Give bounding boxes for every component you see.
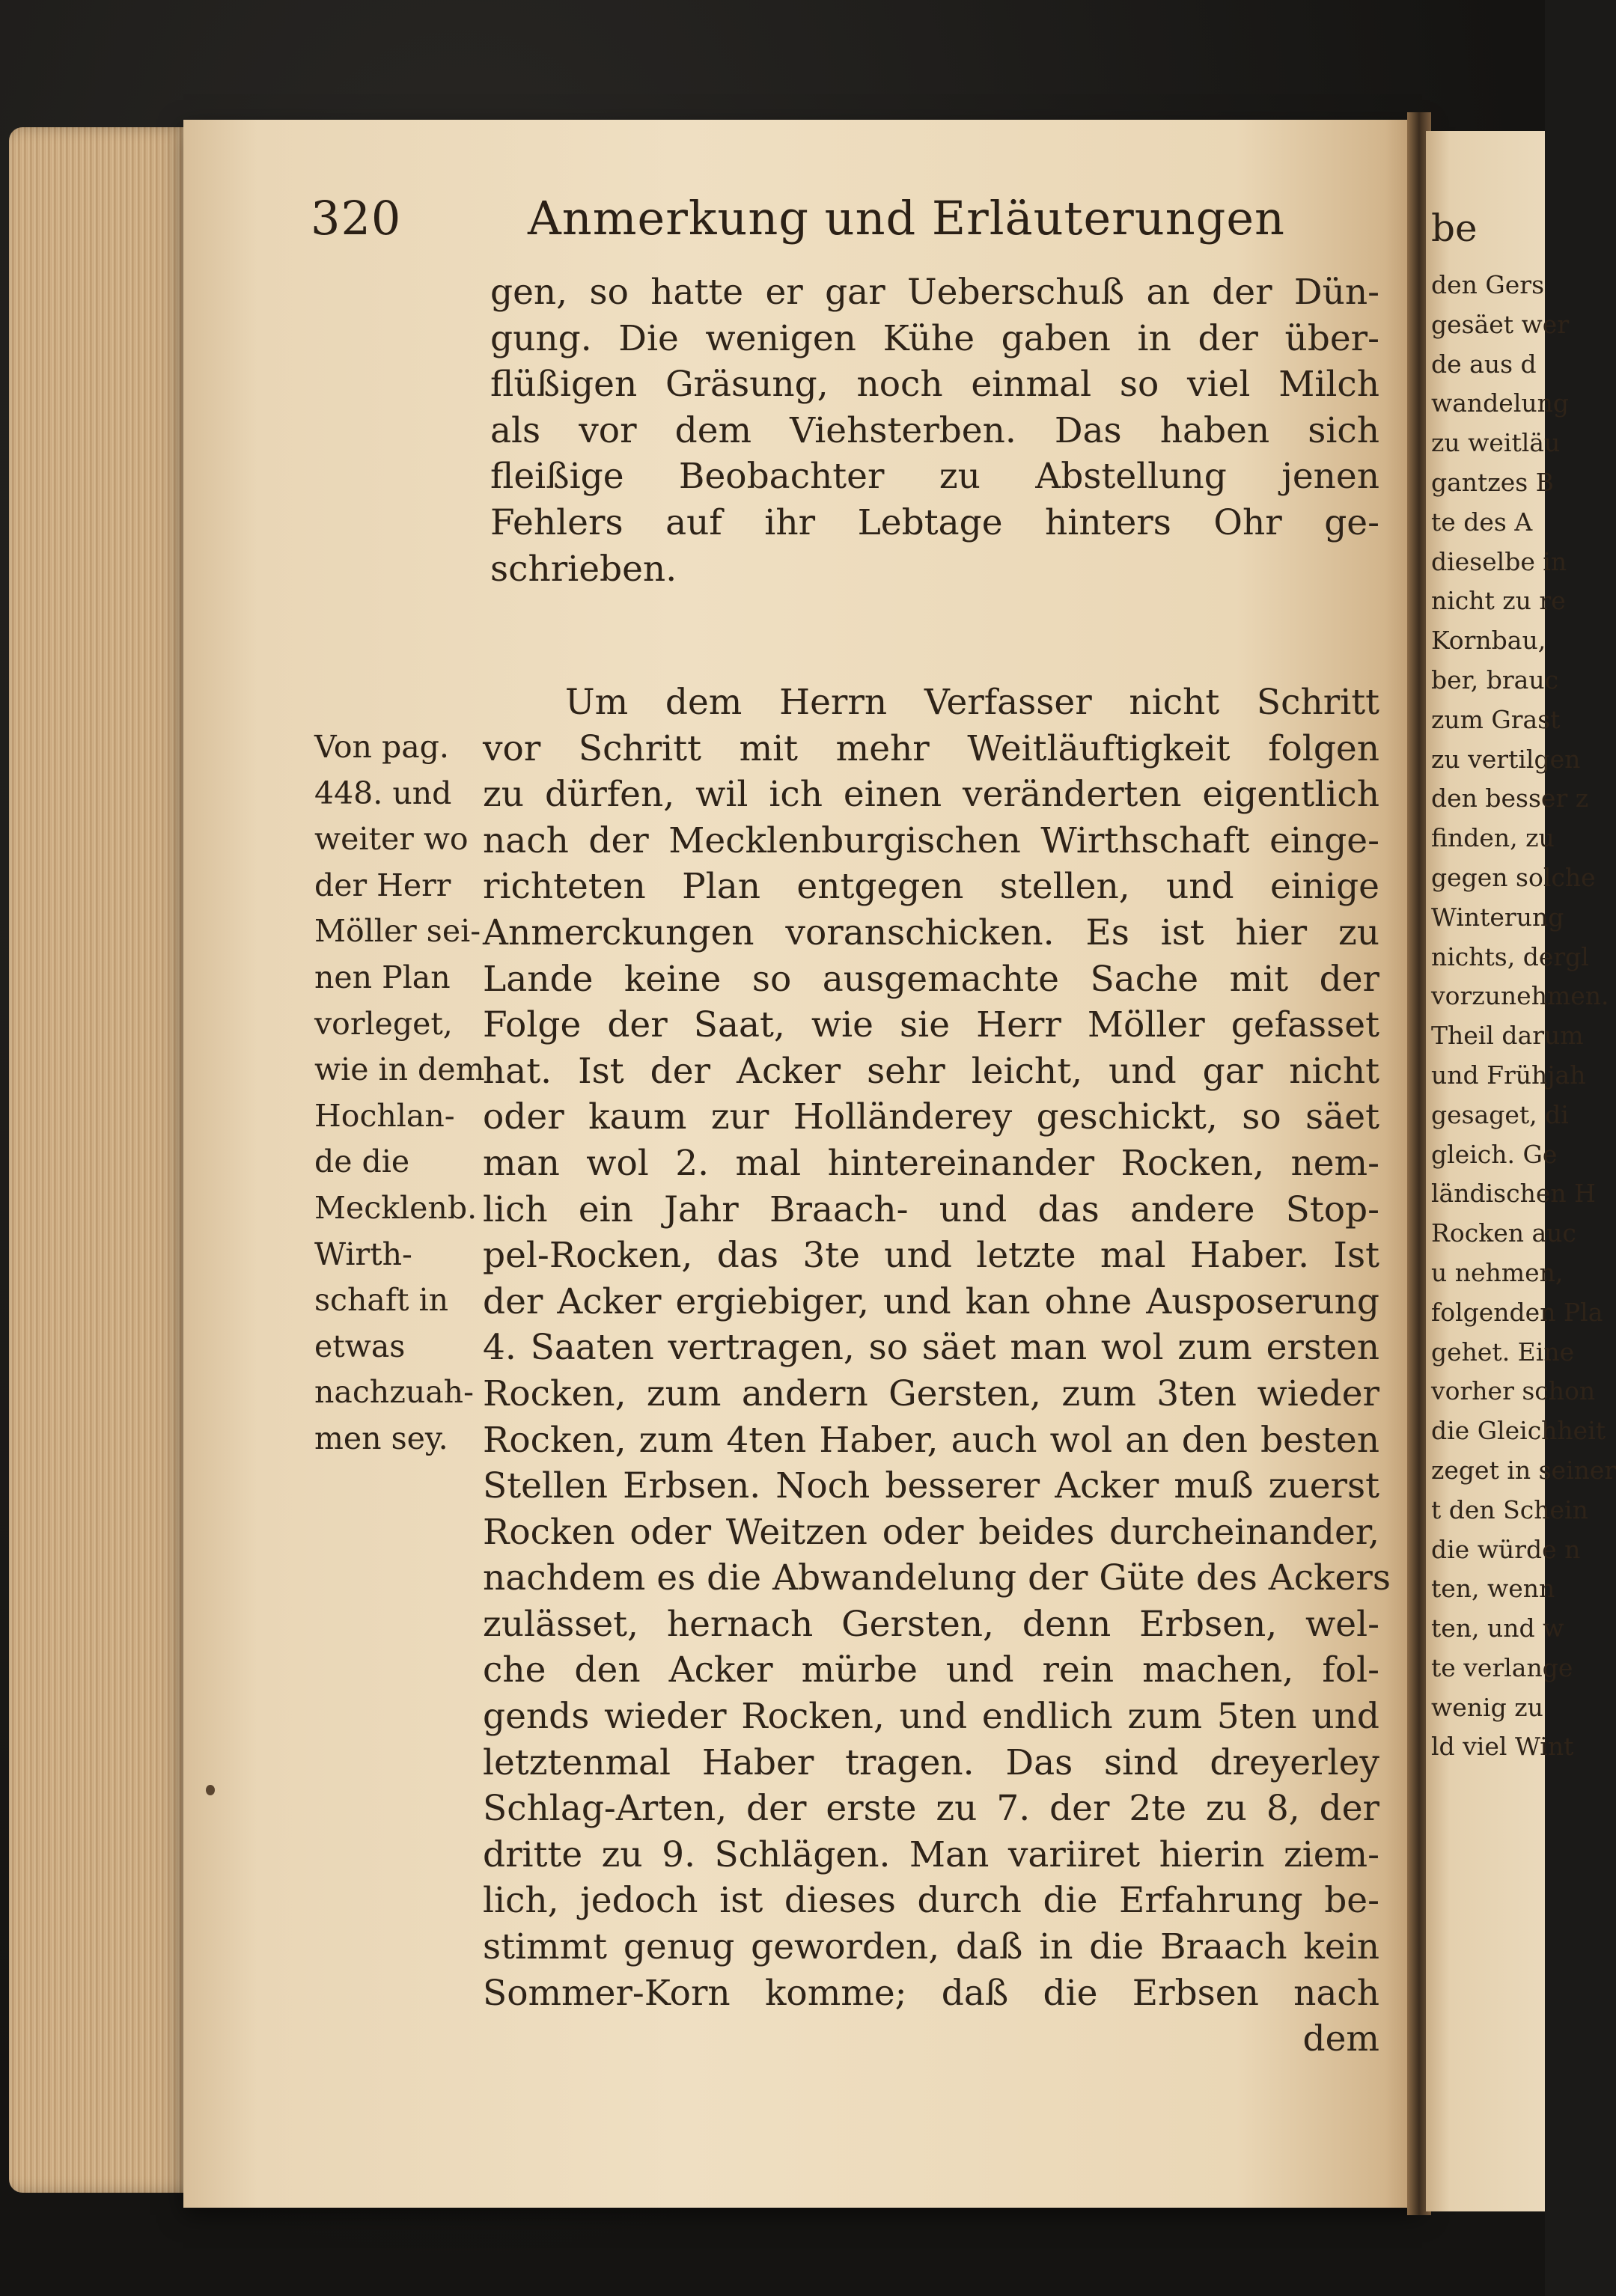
fragment-line: gesaget, di <box>1431 1099 1569 1129</box>
marginal-line: nen Plan <box>314 959 451 995</box>
text-line: Stellen Erbsen. Noch besserer Acker muß zuerst <box>483 1465 1379 1507</box>
fragment-line: die Gleichheit <box>1431 1416 1606 1446</box>
text-line: gen, so hatte er gar Ueberschuß an der Dün- <box>490 272 1379 313</box>
marginal-note <box>314 724 485 1462</box>
fragment-line: u nehmen, <box>1431 1257 1564 1287</box>
fragment-line: vorzunehmen. <box>1431 981 1609 1011</box>
fragment-line: wenig zu <box>1431 1692 1543 1722</box>
marginal-line: schaft in <box>314 1282 449 1319</box>
fragment-line: gehet. Eine <box>1431 1337 1575 1367</box>
paragraph-1 <box>490 269 1379 592</box>
marginal-line: Von pag. <box>314 729 449 765</box>
text-line: 4. Saaten vertragen, so säet man wol zum ersten <box>483 1327 1379 1369</box>
text-line: gends wieder Rocken, und endlich zum 5ten und <box>483 1696 1379 1738</box>
text-line: zu dürfen, wil ich einen veränderten eigentlich <box>483 774 1379 816</box>
marginal-line: der Herr <box>314 867 451 903</box>
text-line: Rocken, zum andern Gersten, zum 3ten wieder <box>483 1373 1379 1414</box>
marginal-line: wie in dem <box>314 1051 485 1088</box>
fragment-line: und Frühjah <box>1431 1060 1586 1090</box>
text-line: Folge der Saat, wie sie Herr Möller gefasset <box>483 1004 1379 1046</box>
fragment-line: ld viel Wint <box>1431 1732 1574 1762</box>
text-line: Um dem Herrn Verfasser nicht Schritt <box>565 682 1379 723</box>
fragment-line: gantzes B <box>1431 467 1554 497</box>
text-line: oder kaum zur Holländerey geschickt, so säet <box>483 1096 1379 1138</box>
fragment-line: ber, brauc <box>1431 665 1559 694</box>
fragment-line: zu weitläu <box>1431 428 1561 458</box>
text-line: lich, jedoch ist dieses durch die Erfahrung be- <box>483 1880 1379 1922</box>
text-line: Lande keine so ausgemachte Sache mit der <box>483 958 1379 1000</box>
page-header <box>311 191 1396 273</box>
text-line: flüßigen Gräsung, noch einmal so viel Milch <box>490 364 1379 406</box>
marginal-line: men sey. <box>314 1420 448 1456</box>
text-line: Schlag-Arten, der erste zu 7. der 2te zu 8, der <box>483 1788 1379 1830</box>
text-line: der Acker ergiebiger, und kan ohne Ausposerung <box>483 1280 1379 1322</box>
fragment-line: gegen solche <box>1431 862 1596 892</box>
paragraph-2 <box>483 680 1391 2063</box>
fragment-line: nichts, dergl <box>1431 941 1589 971</box>
text-line: zulässet, hernach Gersten, denn Erbsen, wel- <box>483 1603 1379 1645</box>
fragment-line: wandelung <box>1431 388 1570 418</box>
fragment-line: Kornbau, <box>1431 626 1546 656</box>
text-line: richteten Plan entgegen stellen, und einige <box>483 866 1379 908</box>
text-line: stimmt genug geworden, daß in die Braach kein <box>483 1926 1379 1968</box>
marginal-line: 448. und <box>314 775 452 811</box>
right-page-header: be <box>1431 207 1478 250</box>
marginal-line: Wirth- <box>314 1236 412 1272</box>
fragment-line: zu vertilgen <box>1431 744 1581 774</box>
catchword: dem <box>1302 2018 1379 2060</box>
fragment-line: ländischen H <box>1431 1179 1596 1209</box>
text-line: Fehlers auf ihr Lebtage hinters Ohr ge- <box>490 501 1379 543</box>
fragment-line: finden, zu <box>1431 823 1555 853</box>
text-line: schrieben. <box>490 548 677 590</box>
text-line: pel-Rocken, das 3te und letzte mal Haber. Ist <box>483 1235 1379 1277</box>
text-line: gung. Die wenigen Kühe gaben in der über- <box>490 317 1379 359</box>
fragment-line: gleich. Ge <box>1431 1139 1558 1169</box>
fragment-line: ten, und w <box>1431 1613 1564 1643</box>
marginal-line: Mecklenb. <box>314 1189 478 1226</box>
fragment-line: den besser z <box>1431 784 1589 813</box>
text-line: man wol 2. mal hintereinander Rocken, nem- <box>483 1142 1379 1184</box>
marginal-line: etwas <box>314 1328 406 1364</box>
fragment-line: te des A <box>1431 507 1533 537</box>
fragment-line: Winterung <box>1431 902 1564 932</box>
page-number: 320 <box>311 191 402 245</box>
fragment-line: t den Schein <box>1431 1494 1588 1524</box>
text-line: nachdem es die Abwandelung der Güte des Ackers <box>483 1557 1391 1599</box>
fragment-line: die würde n <box>1431 1534 1581 1564</box>
text-line: fleißige Beobachter zu Abstellung jenen <box>490 456 1379 498</box>
text-line: lich ein Jahr Braach- und das andere Stop- <box>483 1188 1379 1230</box>
text-line: che den Acker mürbe und rein machen, fol- <box>483 1649 1379 1691</box>
fragment-line: folgenden Pla <box>1431 1297 1603 1327</box>
text-line: letztenmal Haber tragen. Das sind dreyerley <box>483 1741 1379 1783</box>
fragment-line: de aus d <box>1431 349 1537 379</box>
fragment-line: gesäet wer <box>1431 309 1570 339</box>
fragment-line: te verlange <box>1431 1652 1573 1682</box>
text-line: Sommer-Korn komme; daß die Erbsen nach <box>483 1972 1379 2014</box>
text-line: Rocken, zum 4ten Haber, auch wol an den besten <box>483 1419 1379 1461</box>
text-line: Rocken oder Weitzen oder beides durcheinander, <box>483 1511 1379 1553</box>
fragment-line: den Gers <box>1431 270 1544 299</box>
marginal-line: nachzuah- <box>314 1374 474 1411</box>
fragment-line: zeget in seiner <box>1431 1455 1616 1485</box>
text-line: dritte zu 9. Schlägen. Man variiret hierin ziem- <box>483 1834 1379 1875</box>
running-title: Anmerkung und Erläuterungen <box>528 191 1285 245</box>
right-page-fragment <box>1431 191 1616 1767</box>
fragment-line: dieselbe in <box>1431 546 1567 576</box>
fragment-line: nicht zu re <box>1431 586 1566 616</box>
marginal-line: Möller sei- <box>314 913 481 950</box>
fragment-line: Rocken auc <box>1431 1218 1576 1248</box>
fragment-line: zum Grast <box>1431 704 1561 734</box>
text-line: vor Schritt mit mehr Weitläuftigkeit folgen <box>483 727 1379 769</box>
text-line: als vor dem Viehsterben. Das haben sich <box>490 409 1379 451</box>
text-line: nach der Mecklenburgischen Wirthschaft einge- <box>483 819 1379 861</box>
fragment-line: Theil darum <box>1431 1021 1584 1051</box>
marginal-line: Hochlan- <box>314 1097 455 1134</box>
marginal-line: weiter wo <box>314 821 469 858</box>
page-edges <box>9 127 196 2193</box>
fragment-line: vorher schon <box>1431 1376 1596 1406</box>
marginal-line: vorleget, <box>314 1005 453 1042</box>
marginal-line: de die <box>314 1144 410 1180</box>
text-line: Anmerckungen voranschicken. Es ist hier zu <box>483 912 1379 953</box>
fragment-line: ten, wenn <box>1431 1574 1555 1604</box>
ink-speck <box>206 1785 215 1795</box>
text-line: hat. Ist der Acker sehr leicht, und gar nicht <box>483 1050 1379 1092</box>
